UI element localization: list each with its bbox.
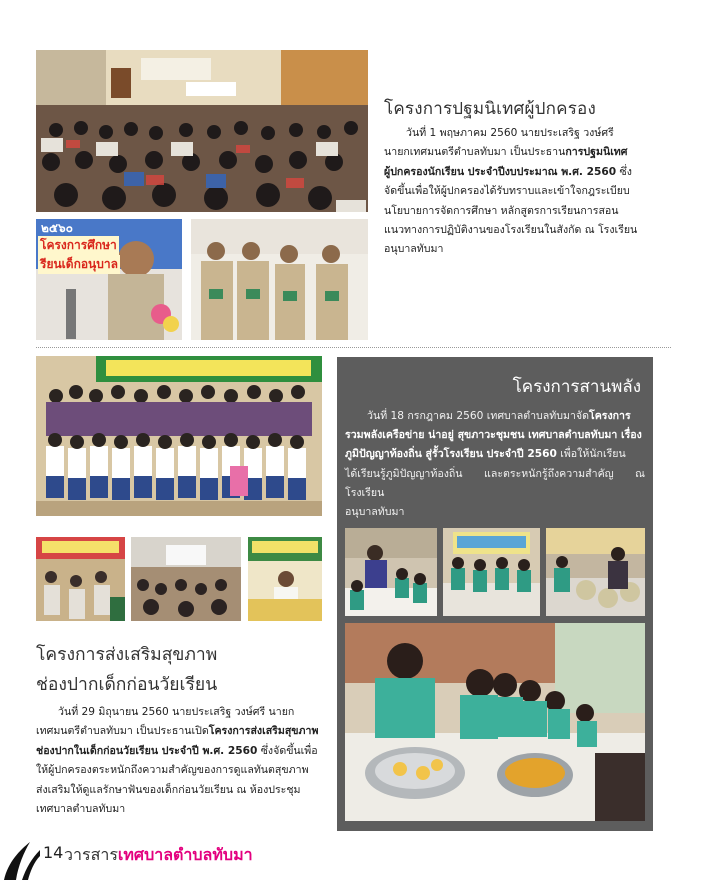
text-line: วันที่ 29 มิถุนายน 2560 นายประเสริฐ วงษ์ศรี นายก [58, 706, 295, 718]
text-line: วันที่ 1 พฤษภาคม 2560 นายประเสริฐ วงษ์ศรี [406, 127, 614, 139]
section-divider [36, 347, 671, 348]
banner-text-line-1: โครงการศึกษา [38, 236, 119, 255]
text-run-bold: รวมพลังเครือข่าย น่าอยู่ สุขภาวะชุมชน เทศบาลตำบลทับมา เรื่อง [345, 429, 642, 442]
text-run-bold: ผู้ปกครองนักเรียน ประจำปีงบประมาณ พ.ศ. 2560 [384, 165, 617, 178]
text-line [384, 163, 667, 182]
page-number: 14 [43, 843, 64, 862]
text-line: เทศบาลตำบลทับมา [36, 803, 126, 816]
text-run: ซึ่งจัดขึ้นเพื่อ [257, 744, 318, 757]
text-line: ได้เรียนรู้ภูมิปัญญาท้องถิ่น และตระหนักรู้ถึงความสำคัญ ณ โรงเรียน [345, 467, 645, 499]
photo-officials-group [191, 219, 368, 340]
text-line [345, 407, 645, 426]
text-line [345, 426, 645, 445]
text-line: ให้ผู้ปกครองตระหนักถึงความสำคัญของการดูแลทันตสุขภาพ [36, 764, 309, 777]
text-run: เทศมนตรีตำบลทับมา เป็นประธานเปิด [36, 725, 209, 738]
text-run-bold: การปฐมนิเทศ [565, 146, 628, 159]
text-line: นโยบายการจัดการศึกษา หลักสูตรการเรียนการสอน [384, 204, 619, 217]
text-run-bold: ภูมิปัญญาท้องถิ่น สู่รั้วโรงเรียน ประจำปี 2560 [345, 448, 557, 461]
banner-year-text: ๒๕๖๐ [41, 221, 73, 235]
photo-children-cooking [345, 623, 645, 821]
text-run: วันที่ 18 กรกฎาคม 2560 เทศบาลตำบลทับมาจัด [367, 410, 589, 422]
text-line [345, 445, 645, 464]
photo-health-event-1 [36, 537, 125, 621]
photo-speaker-at-podium [36, 219, 182, 340]
text-run-bold: โครงการ [589, 410, 631, 422]
photo-local-wisdom-2 [443, 528, 540, 616]
text-run: ซึ่ง [616, 165, 632, 178]
section-body-oral-health [36, 703, 322, 819]
footer-ribbon-icon [0, 832, 48, 880]
text-line: อนุบาลทับมา [345, 506, 405, 519]
photo-health-event-3 [248, 537, 322, 621]
magazine-title [64, 843, 253, 868]
text-line: อนุบาลทับมา [384, 243, 444, 256]
text-line [384, 143, 667, 162]
photo-health-event-2 [131, 537, 241, 621]
banner-text-line-2: รียนเด็กอนุบาล [38, 255, 120, 274]
section-title-parents-orientation: โครงการปฐมนิเทศผู้ปกครอง [384, 99, 596, 119]
text-line [36, 742, 322, 761]
photo-local-wisdom-1 [345, 528, 437, 616]
magazine-name: เทศบาลตำบลทับมา [117, 845, 253, 864]
section-body-power-project [345, 407, 645, 522]
magazine-prefix: วารสาร [64, 845, 118, 864]
title-line: โครงการส่งเสริมสุขภาพ [36, 645, 218, 665]
text-run: เพื่อให้นักเรียน [556, 448, 626, 461]
text-line [36, 722, 322, 741]
text-run-bold: โครงการส่งเสริมสุขภาพ [208, 725, 319, 738]
text-line: ส่งเสริมให้ดูแลรักษาฟันของเด็กก่อนวัยเรียน ณ ห้องประชุม [36, 783, 301, 796]
photo-local-wisdom-3 [546, 528, 645, 616]
text-run-bold: ช่องปากในเด็กก่อนวัยเรียน ประจำปี พ.ศ. 2560 [36, 744, 258, 757]
text-run: นายกเทศมนตรีตำบลทับมา เป็นประธาน [384, 146, 566, 159]
photo-children-group [36, 356, 322, 516]
section-title-power-project: โครงการสานพลัง [512, 377, 641, 397]
section-body-parents-orientation [384, 124, 667, 260]
photo-parents-orientation-hall [36, 50, 368, 212]
text-line: จัดขึ้นเพื่อให้ผู้ปกครองได้รับทราบและเข้าใจกฎระเบียบ [384, 185, 630, 198]
text-line: แนวทางการปฏิบัติงานของโรงเรียนในสังกัด ณ โรงเรียน [384, 224, 638, 237]
panel-power-project [337, 357, 653, 831]
title-line: ช่องปากเด็กก่อนวัยเรียน [36, 675, 218, 695]
section-title-oral-health [36, 640, 217, 700]
